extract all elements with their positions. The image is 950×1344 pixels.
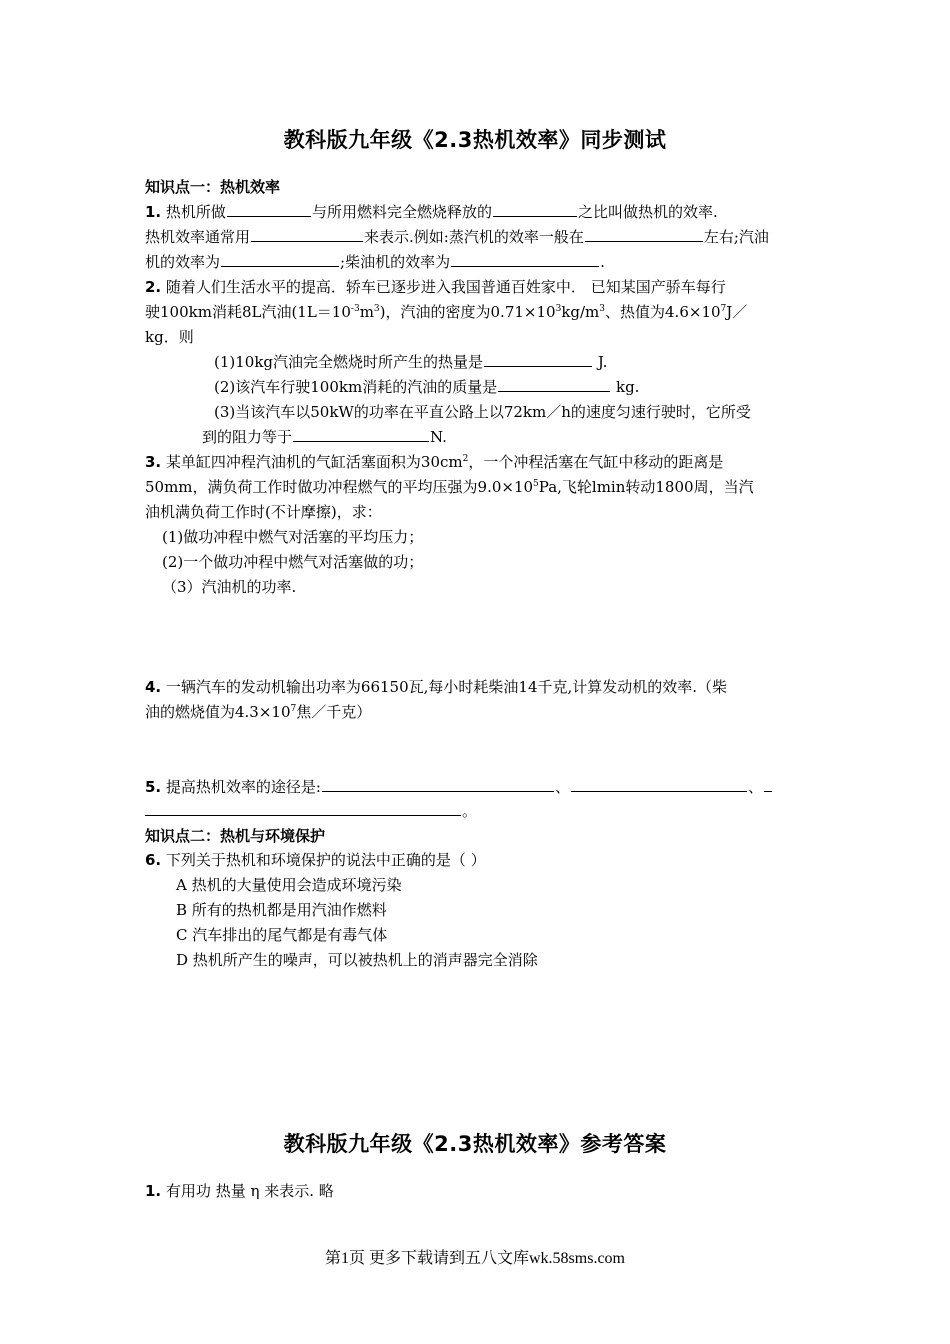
answer-blank[interactable]	[293, 426, 429, 442]
answer-blank[interactable]	[571, 776, 747, 792]
answer-blank[interactable]	[493, 201, 577, 217]
answer-1: 1. 有用功 热量 η 来表示. 略	[145, 1182, 334, 1200]
question-6-option-b[interactable]: B 所有的热机都是用汽油作燃料	[176, 901, 387, 919]
question-1-line-3: 机的效率为 ;柴油机的效率为 .	[145, 253, 605, 271]
answer-blank[interactable]	[484, 351, 592, 367]
question-3-sub-2: (2)一个做功冲程中燃气对活塞做的功；	[162, 553, 424, 571]
question-4-line-1: 4. 一辆汽车的发动机输出功率为66150瓦,每小时耗柴油14千克,计算发动机的效率.（柴	[145, 678, 728, 696]
question-5-line-2: 。	[145, 800, 477, 822]
question-number: 1.	[145, 203, 162, 221]
question-2-sub-3: (3)当该汽车以50kW的功率在平直公路上以72km／h的速度匀速行驶时，它所受	[214, 403, 751, 421]
answer-blank[interactable]	[251, 226, 363, 242]
question-2-line-3: kg．则	[145, 328, 194, 346]
question-6-option-c[interactable]: C 汽车排出的尾气都是有毒气体	[176, 926, 388, 944]
answer-blank[interactable]	[451, 251, 599, 267]
question-2-line-2: 驶100km消耗8L汽油$(1L=10^{-3}m^3)$，汽油的密度为$0.71\times 10^3kg/m^3$、热值为$4.6\times 10^7J/$	[145, 303, 748, 321]
answer-blank[interactable]	[498, 376, 610, 392]
question-1-line-2: 热机效率通常用 来表示.例如:蒸汽机的效率一般在 左右;汽油	[145, 228, 769, 246]
answer-blank[interactable]	[221, 251, 339, 267]
answer-blank[interactable]	[585, 226, 703, 242]
question-5-line-1: 5. 提高热机效率的途径是: 、 、	[145, 776, 773, 798]
question-3-line-2: 50mm，满负荷工作时做功冲程燃气的平均压强为$9.0\times 10^5Pa$,飞轮lmin转动1800周，当汽	[145, 478, 754, 496]
question-3-sub-1: (1)做功冲程中燃气对活塞的平均压力；	[162, 528, 424, 546]
question-4-line-2: 油的燃烧值为$4.3\times 10^7$焦／千克）	[145, 703, 372, 721]
question-3-line-3: 油机满负荷工作时(不计摩擦)，求：	[145, 503, 382, 521]
answer-blank[interactable]	[764, 776, 772, 792]
answer-blank[interactable]	[145, 800, 461, 816]
question-2-sub-2: (2)该汽车行驶100km消耗的汽油的质量是 kg.	[214, 378, 640, 396]
question-3-line-1: 3. 某单缸四冲程汽油机的气缸活塞面积为$30cm^2$，一个冲程活塞在气缸中移动的距离是	[145, 453, 724, 471]
answer-blank[interactable]	[227, 201, 311, 217]
question-2-sub-3-cont: 到的阻力等于 N.	[202, 428, 447, 446]
question-6-option-d[interactable]: D 热机所产生的噪声，可以被热机上的消声器完全消除	[176, 951, 538, 969]
section-heading-2: 知识点二：热机与环境保护	[145, 827, 326, 845]
question-1-line-1: 1. 热机所做 与所用燃料完全燃烧释放的 之比叫做热机的效率.	[145, 203, 718, 221]
answer-blank[interactable]	[322, 776, 554, 792]
question-6-stem: 6. 下列关于热机和环境保护的说法中正确的是（ ）	[145, 851, 486, 869]
question-3-sub-3: （3）汽油机的功率.	[162, 578, 297, 596]
page-title: 教科版九年级《2.3热机效率》同步测试	[283, 128, 667, 152]
section-heading-1: 知识点一：热机效率	[145, 178, 281, 196]
question-2-sub-1: (1)10kg汽油完全燃烧时所产生的热量是 J.	[214, 353, 608, 371]
page-footer: 第1页 更多下载请到五八文库wk.58sms.com	[324, 1250, 625, 1267]
question-2-line-1: 2. 随着人们生活水平的提高．轿车已逐步进入我国普通百姓家中． 已知某国产骄车每行	[145, 278, 726, 296]
question-6-option-a[interactable]: A 热机的大量使用会造成环境污染	[176, 876, 402, 894]
answer-title: 教科版九年级《2.3热机效率》参考答案	[283, 1132, 667, 1156]
